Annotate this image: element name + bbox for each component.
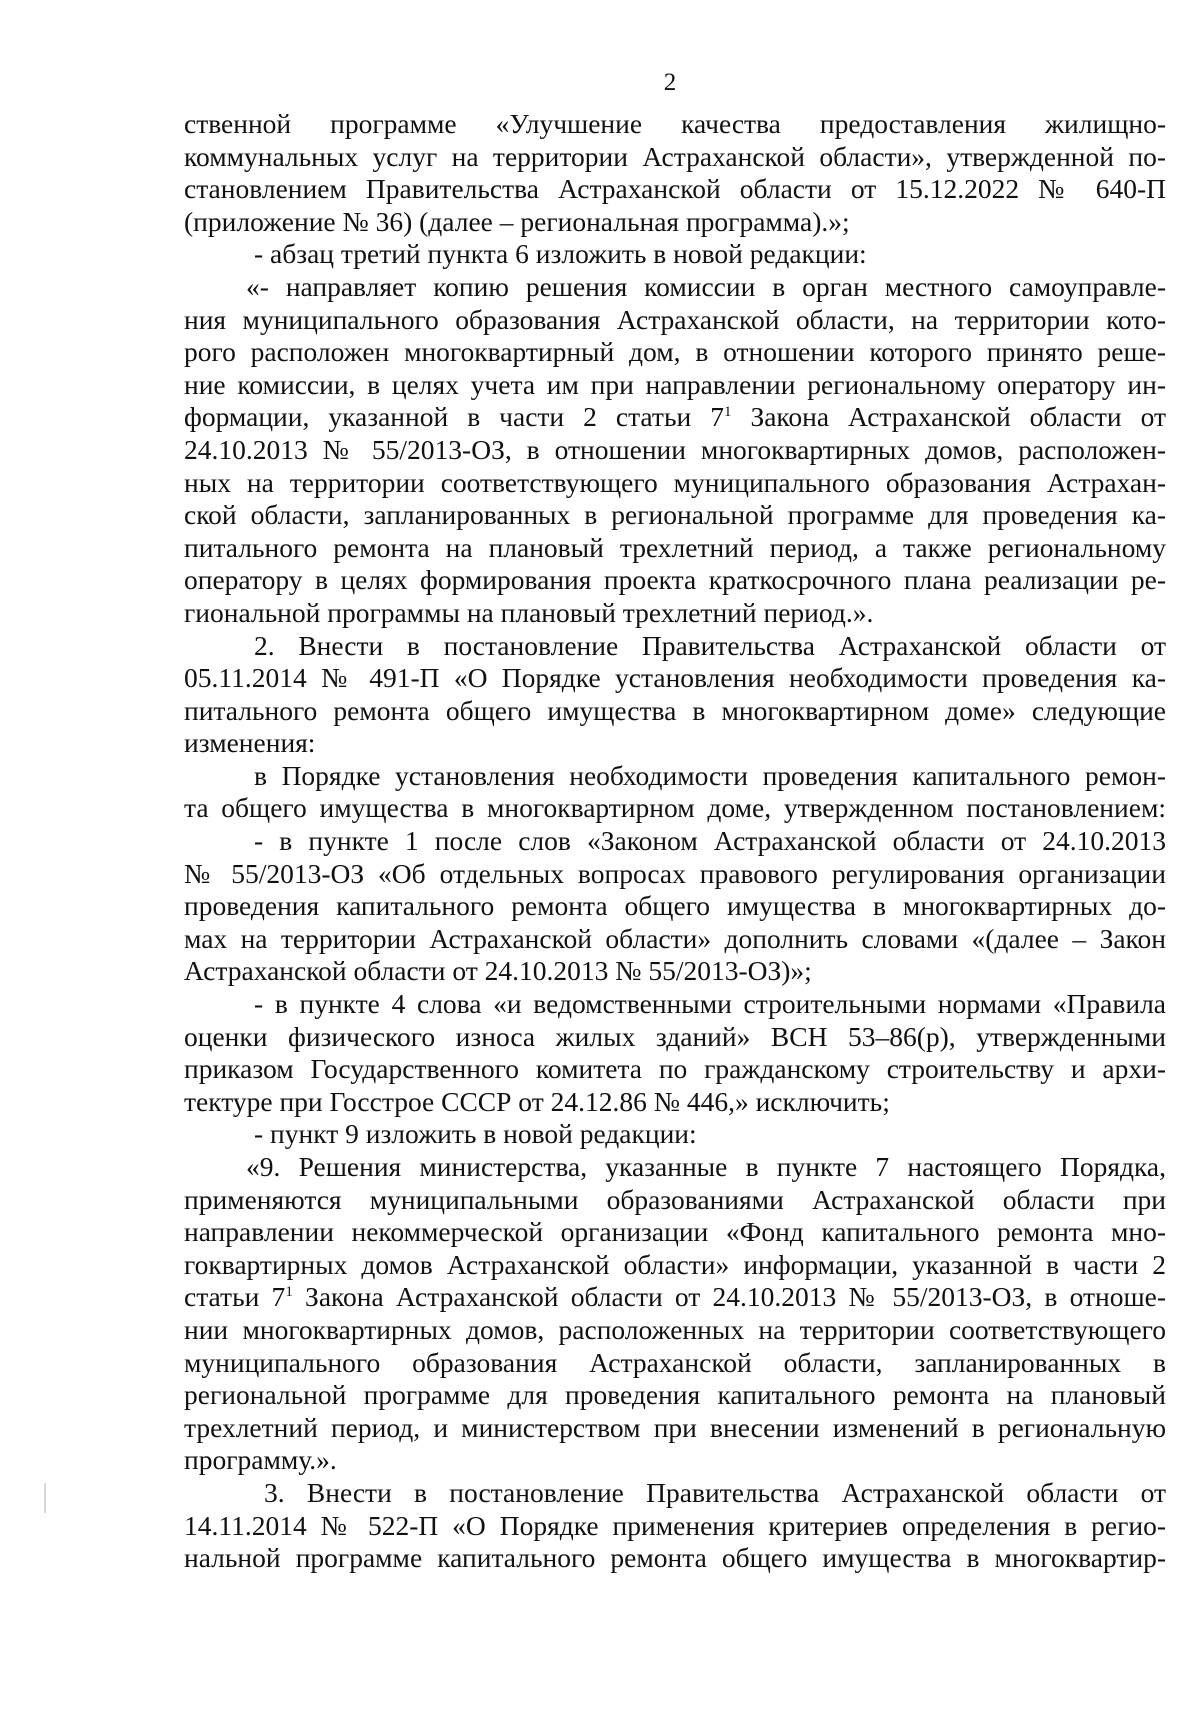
text-line — [184, 467, 1166, 500]
text-line — [184, 1477, 1166, 1510]
text-line — [184, 108, 1166, 141]
text-line — [184, 1510, 1166, 1543]
text-line — [184, 1086, 1166, 1119]
text-line — [184, 1249, 1166, 1282]
text-line — [184, 1184, 1166, 1217]
line-text: направлении некоммерческой организации «Фонд капитального ремонта мно- — [184, 1216, 1166, 1248]
line-text: мах на территории Астраханской области» дополнить словами «(далее – Закон — [184, 922, 1166, 954]
line-text: - абзац третий пункта 6 изложить в новой редакции: — [254, 238, 867, 270]
text-line — [184, 988, 1166, 1021]
text-line — [184, 1412, 1166, 1445]
line-text: муниципального образования Астраханской области, запланированных в — [184, 1346, 1166, 1378]
line-text: гиональной программы на плановый трехлетний период.». — [184, 596, 874, 628]
line-text: нальной программе капитального ремонта общего имущества в многоквартир- — [184, 1542, 1166, 1574]
line-text: № 55/2013-ОЗ «Об отдельных вопросах правового регулирования организации — [184, 857, 1166, 889]
line-text: - в пункте 4 слова «и ведомственными строительными нормами «Правила — [254, 988, 1166, 1020]
text-line — [184, 630, 1166, 663]
line-text: рого расположен многоквартирный дом, в отношении которого принято реше- — [184, 336, 1166, 368]
line-text: 3. Внести в постановление Правительства Астраханской области от — [264, 1476, 1166, 1508]
text-line — [184, 1379, 1166, 1412]
line-text: 2. Внести в постановление Правительства Астраханской области от — [254, 629, 1166, 661]
text-line — [184, 597, 1166, 630]
line-text: приказом Государственного комитета по гражданскому строительству и архи- — [184, 1053, 1166, 1085]
page-number: 2 — [663, 69, 677, 96]
text-line — [184, 401, 1166, 434]
line-text: Закона Астраханской области от — [731, 401, 1166, 433]
text-line — [184, 1216, 1166, 1249]
text-line — [184, 304, 1166, 337]
line-text: (приложение № 36) (далее – региональная программа).»; — [184, 205, 850, 237]
line-text: формации, указанной в части 2 статьи 7 — [184, 401, 724, 433]
text-line — [184, 1281, 1166, 1314]
text-line — [184, 662, 1166, 695]
line-text: ние комиссии, в целях учета им при направлении региональному оператору ин- — [184, 368, 1166, 400]
text-line — [184, 206, 1166, 239]
line-text: питального ремонта на плановый трехлетний период, а также региональному — [184, 531, 1166, 563]
line-text: 05.11.2014 № 491-П «О Порядке установления необходимости проведения ка- — [184, 662, 1166, 694]
line-text: 24.10.2013 № 55/2013-ОЗ, в отношении многоквартирных домов, расположен- — [184, 433, 1166, 465]
text-line — [184, 1314, 1166, 1347]
line-text: нии многоквартирных домов, расположенных на территории соответствующего — [184, 1313, 1166, 1345]
text-line — [184, 825, 1166, 858]
text-line — [184, 923, 1166, 956]
line-text: - в пункте 1 после слов «Законом Астраханской области от 24.10.2013 — [254, 825, 1166, 857]
line-text: региональной программе для проведения капитального ремонта на плановый — [184, 1379, 1166, 1411]
text-line — [184, 271, 1166, 304]
text-line — [184, 858, 1166, 891]
text-line — [184, 727, 1166, 760]
text-line — [184, 434, 1166, 467]
document-body — [184, 108, 1166, 1575]
text-line — [184, 336, 1166, 369]
text-line — [184, 890, 1166, 923]
line-text: в Порядке установления необходимости проведения капитального ремон- — [254, 759, 1166, 791]
text-line — [184, 1021, 1166, 1054]
line-text: «9. Решения министерства, указанные в пункте 7 настоящего Порядка, — [246, 1151, 1166, 1182]
line-text: «- направляет копию решения комиссии в орган местного самоуправле- — [246, 270, 1166, 302]
superscript: 1 — [723, 404, 732, 421]
line-text: - пункт 9 изложить в новой редакции: — [254, 1118, 697, 1150]
line-text: программу.». — [184, 1444, 337, 1476]
text-line — [184, 173, 1166, 206]
line-text: становлением Правительства Астраханской области от 15.12.2022 № 640-П — [184, 173, 1166, 205]
text-line — [184, 499, 1166, 532]
line-text: изменения: — [184, 727, 316, 759]
line-text: оператору в целях формирования проекта краткосрочного плана реализации ре- — [184, 564, 1166, 596]
superscript: 1 — [285, 1284, 293, 1301]
text-line — [184, 1347, 1166, 1380]
line-text: коммунальных услуг на территории Астраханской области», утвержденной по- — [184, 140, 1166, 172]
line-text: Астраханской области от 24.10.2013 № 55/2013-ОЗ)»; — [184, 955, 812, 987]
scan-mark — [44, 1483, 46, 1513]
line-text: ния муниципального образования Астраханской области, на территории кото- — [184, 303, 1166, 335]
text-line — [184, 1053, 1166, 1086]
text-line — [184, 1444, 1166, 1477]
text-line — [184, 955, 1166, 988]
line-text: Закона Астраханской области от 24.10.2013 № 55/2013-ОЗ, в отноше- — [292, 1281, 1166, 1313]
line-text: та общего имущества в многоквартирном доме, утвержденном постановлением: — [184, 792, 1166, 824]
text-line — [184, 1542, 1166, 1575]
text-line — [184, 760, 1166, 793]
text-line — [184, 238, 1166, 271]
line-text: оценки физического износа жилых зданий» ВСН 53–86(р), утвержденными — [184, 1020, 1166, 1052]
text-line — [184, 369, 1166, 402]
line-text: проведения капитального ремонта общего имущества в многоквартирных до- — [184, 890, 1166, 922]
line-text: трехлетний период, и министерством при внесении изменений в региональную — [184, 1411, 1166, 1443]
line-text: статьи 7 — [184, 1281, 286, 1313]
text-line — [184, 792, 1166, 825]
text-line — [184, 1151, 1166, 1184]
text-line — [184, 532, 1166, 565]
line-text: питального ремонта общего имущества в многоквартирном доме» следующие — [184, 694, 1166, 726]
line-text: применяются муниципальными образованиями Астраханской области при — [184, 1183, 1166, 1215]
line-text: тектуре при Госстрое СССР от 24.12.86 № 446,» исключить; — [184, 1085, 890, 1117]
line-text: ных на территории соответствующего муниципального образования Астрахан- — [184, 466, 1166, 498]
line-text: ской области, запланированных в региональной программе для проведения ка- — [184, 499, 1166, 531]
line-text: гоквартирных домов Астраханской области» информации, указанной в части 2 — [184, 1248, 1166, 1280]
text-line — [184, 141, 1166, 174]
line-text: ственной программе «Улучшение качества предоставления жилищно- — [184, 108, 1166, 139]
text-line — [184, 695, 1166, 728]
line-text: 14.11.2014 № 522-П «О Порядке применения критериев определения в регио- — [184, 1509, 1166, 1541]
text-line — [184, 564, 1166, 597]
text-line — [184, 1118, 1166, 1151]
